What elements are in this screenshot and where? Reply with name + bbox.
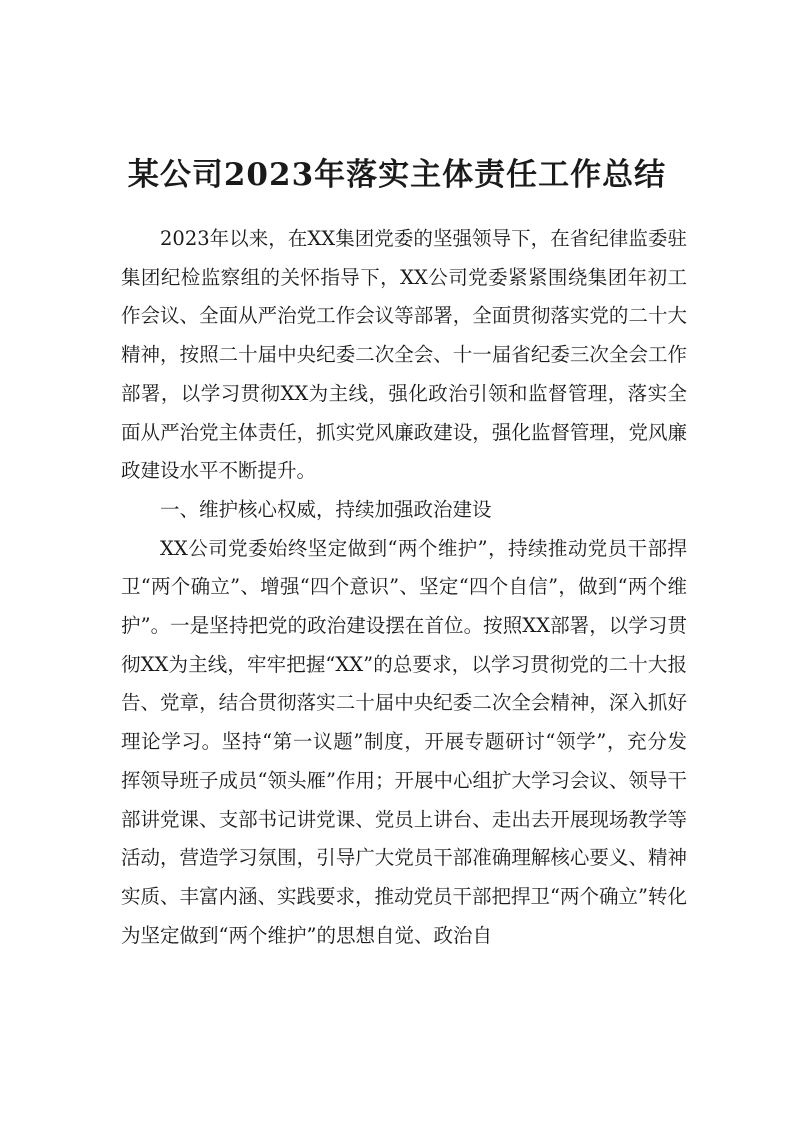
document-title: 某公司2023年落实主体责任工作总结 xyxy=(127,156,667,193)
intro-paragraph: 2023年以来，在XX集团党委的坚强领导下，在省纪律监委驻集团纪检监察组的关怀指导下，XX公司党委紧紧围绕集团年初工作会议、全面从严治党工作会议等部署，全面贯彻落实党的二十大精神，按照二十届中央纪委二次全会、十一届省纪委三次全会工作部署，以学习贯彻XX为主线，强化政治引领和监督管理，落实全面从严治党主体责任，抓实党风廉政建设，强化监督管理，党风廉政建设水平不断提升。 xyxy=(121,227,687,483)
document-body xyxy=(121,220,687,955)
section-heading: 一、维护核心权威，持续加强政治建设 xyxy=(160,497,492,521)
section-paragraph: XX公司党委始终坚定做到“两个维护”，持续推动党员干部捍卫“两个确立”、增强“四个意识”、坚定“四个自信”，做到“两个维护”。一是坚持把党的政治建设摆在首位。按照XX部署，以学习贯彻XX为主线，牢牢把握“XX”的总要求，以学习贯彻党的二十大报告、党章，结合贯彻落实二十届中央纪委二次全会精神，深入抓好理论学习。坚持“第一议题”制度，开展专题研讨“领学”，充分发挥领导班子成员“领头雁”作用；开展中心组扩大学习会议、领导干部讲党课、支部书记讲党课、党员上讲台、走出去开展现场教学等活动，营造学习氛围，引导广大党员干部准确理解核心要义、精神实质、丰富内涵、实践要求，推动党员干部把捍卫“两个确立”转化为坚定做到“两个维护”的思想自觉、政治自 xyxy=(121,536,687,947)
